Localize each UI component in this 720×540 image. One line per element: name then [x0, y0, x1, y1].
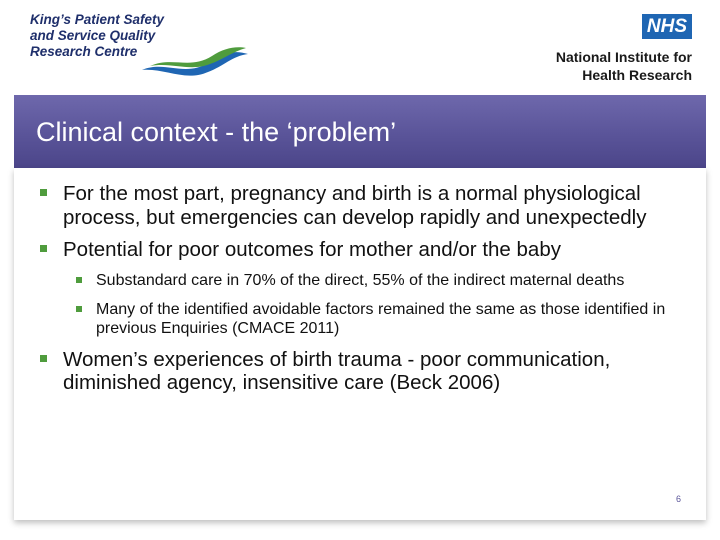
bullet-text: For the most part, pregnancy and birth is a normal physiological process, but emergencies can develop rapidly and unexpectedly — [63, 182, 647, 229]
sub-bullet-text: Substandard care in 70% of the direct, 55% of the indirect maternal deaths — [96, 271, 625, 289]
kings-logo-line-2: and Service Quality — [30, 28, 156, 43]
page-number: 6 — [676, 494, 682, 504]
nihr-logo-text — [556, 48, 692, 84]
bullet-list — [36, 182, 696, 404]
bullet-text: Potential for poor outcomes for mother and/or the baby — [63, 238, 561, 261]
sub-bullet-item — [36, 300, 696, 338]
slide-title: Clinical context - the ‘problem’ — [36, 117, 397, 147]
kings-logo-line-1: King’s Patient Safety — [30, 12, 165, 27]
nihr-line-2: Health Research — [582, 67, 692, 83]
bullet-square-icon — [40, 189, 47, 196]
kings-logo — [30, 12, 230, 82]
sub-bullet-item — [36, 271, 696, 290]
swoosh-icon — [140, 40, 250, 80]
sub-bullet-text: Many of the identified avoidable factors remained the same as those identified in previous Enquiries (CMACE 2011) — [96, 300, 666, 337]
sub-bullet-square-icon — [76, 277, 82, 283]
kings-logo-line-3: Research Centre — [30, 44, 138, 59]
nihr-logo — [522, 14, 692, 84]
nihr-line-1: National Institute for — [555, 49, 692, 65]
nhs-badge: NHS — [642, 14, 692, 39]
bullet-text: Women’s experiences of birth trauma - poor communication, diminished agency, insensitive care (Beck 2006) — [63, 347, 611, 394]
bullet-item — [36, 238, 696, 262]
sub-bullet-square-icon — [76, 306, 82, 312]
bullet-item — [36, 182, 696, 229]
title-bar — [14, 95, 706, 168]
bullet-square-icon — [40, 245, 47, 252]
bullet-square-icon — [40, 355, 47, 362]
bullet-item — [36, 348, 696, 395]
